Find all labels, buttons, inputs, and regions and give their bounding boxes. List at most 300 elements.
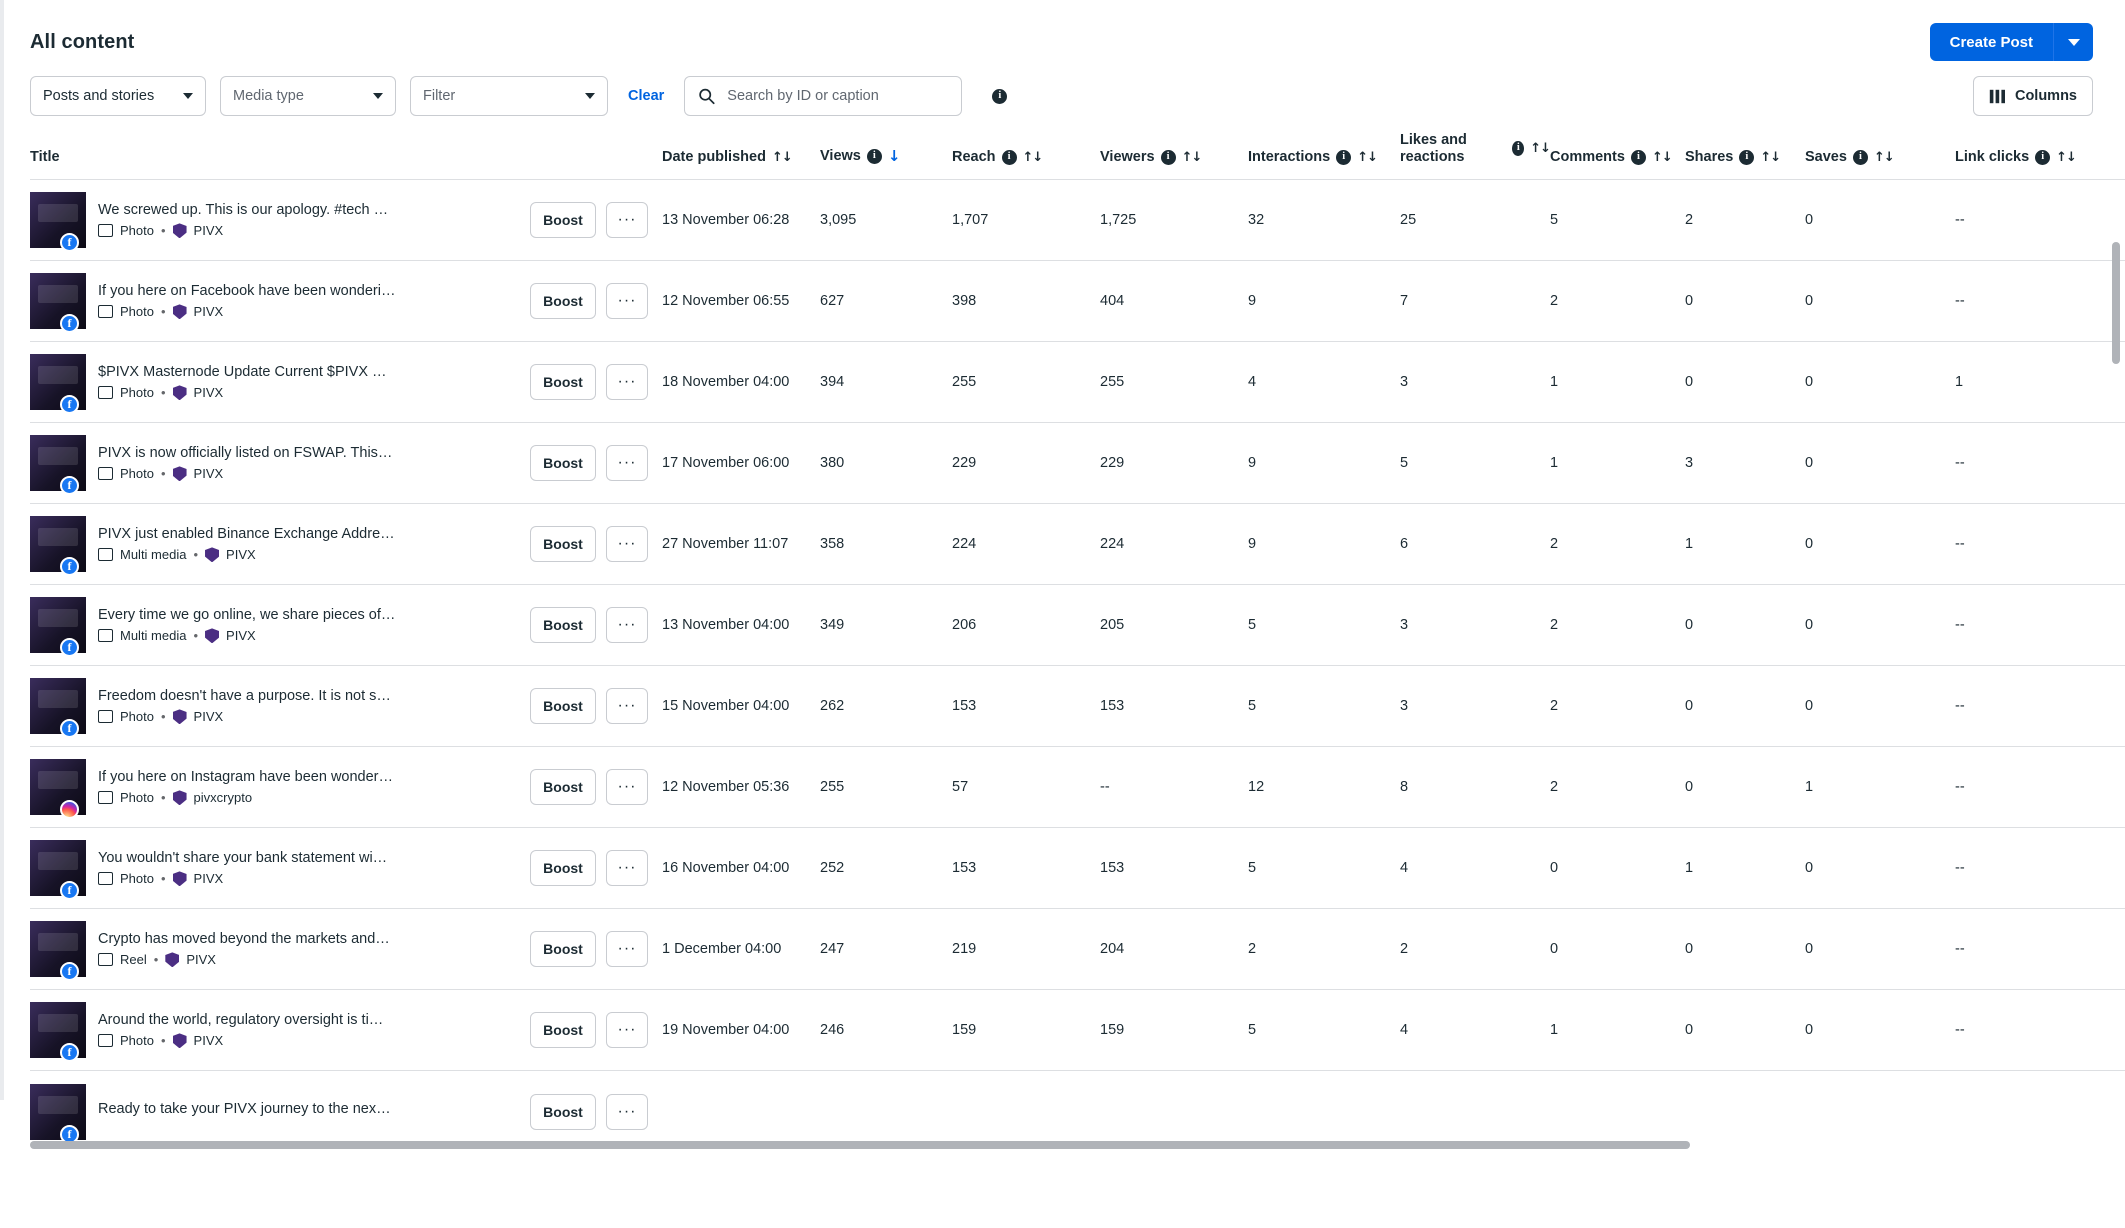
title-cell[interactable] [30,354,530,410]
media-type-icon [98,872,113,885]
info-icon[interactable]: i [1512,141,1524,156]
meta-separator: • [160,223,166,239]
media-type-label: Reel [120,952,147,968]
table-row[interactable] [30,828,2125,909]
cell-interactions: 5 [1248,617,1257,634]
meta-separator: • [160,790,166,806]
sort-arrows-icon[interactable]: ↑↓ [1651,149,1672,165]
cell-interactions: 2 [1248,941,1257,958]
search-info-icon[interactable]: i [992,89,1007,104]
cell-likes: 3 [1400,698,1409,715]
post-title[interactable]: If you here on Facebook have been wonderi… [98,283,396,300]
cell-title [30,180,530,261]
cell-date: 13 November 06:28 [662,212,790,229]
post-thumbnail-wrap[interactable] [30,759,86,815]
cell-saves: 0 [1805,1022,1814,1039]
column-header-saves-label: Saves [1805,149,1847,166]
post-title[interactable]: Crypto has moved beyond the markets and… [98,931,390,948]
sort-arrows-icon[interactable]: ↑↓ [1873,149,1894,165]
content-table-wrapper [0,132,2123,1152]
table-row[interactable] [30,180,2125,261]
media-type-icon [98,953,113,966]
column-header-likes-label: Likes and reactions [1400,132,1467,165]
post-title[interactable]: Freedom doesn't have a purpose. It is not s… [98,688,391,705]
cell-title [30,666,530,747]
cell-date: 27 November 11:07 [662,536,789,553]
boost-button[interactable]: Boost [530,364,596,400]
cell-reach: 153 [952,860,977,877]
vertical-scrollbar-thumb[interactable] [2112,242,2120,364]
info-icon[interactable]: i [867,149,882,164]
cell-shares: 3 [1685,455,1694,472]
info-icon[interactable]: i [2035,150,2050,165]
cell-interactions: 12 [1248,779,1265,796]
column-header-views-label: Views [820,148,861,165]
sort-arrows-icon[interactable]: ↑↓ [1022,149,1043,165]
row-meta [98,547,388,562]
page-avatar-icon [173,871,187,886]
cell-likes: 2 [1400,941,1409,958]
post-thumbnail-wrap[interactable] [30,435,86,491]
cell-date: 18 November 04:00 [662,374,790,391]
media-type-label: Photo [120,223,154,239]
more-options-button[interactable]: ··· [606,688,648,724]
vertical-scrollbar[interactable] [2111,242,2121,1228]
column-header-date[interactable] [662,132,820,180]
post-title[interactable]: Every time we go online, we share pieces of… [98,607,396,624]
column-header-title-label: Title [30,149,60,166]
column-header-comments-label: Comments [1550,149,1625,166]
info-icon[interactable]: i [1161,150,1176,165]
cell-date: 1 December 04:00 [662,941,782,958]
media-type-icon [98,305,113,318]
row-actions [530,850,662,886]
media-type-select[interactable] [220,76,396,116]
cell-title [30,504,530,585]
post-thumbnail-wrap[interactable] [30,354,86,410]
facebook-icon: f [60,395,79,414]
account-name: PIVX [193,709,224,725]
cell-comments: 1 [1550,1022,1559,1039]
media-type-label: Photo [120,304,154,320]
media-type-icon [98,386,113,399]
chevron-down-icon [2068,39,2080,46]
media-type-label: Photo [120,466,154,482]
page-avatar-icon [165,952,179,967]
account-name: PIVX [193,466,224,482]
page-avatar-icon [205,628,219,643]
page-avatar-icon [173,466,187,481]
more-options-button[interactable]: ··· [606,202,648,238]
media-type-label: Photo [120,385,154,401]
facebook-icon: f [60,233,79,252]
title-cell[interactable] [30,1002,530,1058]
row-actions [530,526,662,562]
row-actions [530,445,662,481]
post-thumbnail-wrap[interactable] [30,921,86,977]
facebook-icon: f [60,557,79,576]
meta-separator: • [153,952,159,968]
cell-comments: 1 [1550,374,1559,391]
cell-date: 19 November 04:00 [662,1022,790,1039]
post-type-select-value: Posts and stories [43,88,155,104]
sort-arrows-icon[interactable]: ↑↓ [771,149,792,165]
account-name: PIVX [193,304,224,320]
meta-separator: • [160,1033,166,1049]
create-post-button[interactable]: Create Post [1930,23,2053,61]
boost-button[interactable]: Boost [530,1012,596,1048]
more-options-button[interactable]: ··· [606,283,648,319]
more-options-button[interactable]: ··· [606,1094,648,1130]
account-name: PIVX [193,1033,224,1049]
cell-date: 17 November 06:00 [662,455,790,472]
media-type-label: Photo [120,1033,154,1049]
cell-views: 349 [820,617,845,634]
columns-button[interactable] [1973,76,2093,116]
table-header [30,132,2125,180]
table-row[interactable] [30,666,2125,747]
cell-interactions: 5 [1248,698,1257,715]
filter-select[interactable] [410,76,608,116]
filter-select-value: Filter [423,88,456,104]
columns-icon [1989,89,2006,104]
cell-title [30,828,530,909]
post-thumbnail-wrap[interactable] [30,273,86,329]
post-title[interactable]: If you here on Instagram have been wonder… [98,769,394,786]
cell-saves: 0 [1805,698,1814,715]
media-type-label: Photo [120,871,154,887]
media-type-label: Photo [120,790,154,806]
page-avatar-icon [205,547,219,562]
boost-button[interactable]: Boost [530,445,596,481]
column-header-actions [530,132,662,180]
page-header [0,0,2123,62]
filters-group [30,76,1007,116]
row-actions [530,1012,662,1048]
post-thumbnail-wrap[interactable] [30,516,86,572]
row-meta [98,628,388,643]
cell-saves: 0 [1805,455,1814,472]
table-row[interactable] [30,585,2125,666]
cell-viewers: 1,725 [1100,212,1137,229]
cell-actions [530,990,662,1071]
sort-arrows-icon[interactable]: ↑↓ [1357,149,1377,165]
cell-title [30,423,530,504]
cell-link-clicks: -- [1955,293,1965,310]
row-actions [530,769,662,805]
cell-views: 380 [820,455,845,472]
boost-button[interactable]: Boost [530,526,596,562]
cell-title [30,990,530,1071]
info-icon[interactable]: i [1002,150,1017,165]
post-title[interactable]: Ready to take your PIVX journey to the nex… [98,1101,391,1118]
cell-viewers: 224 [1100,536,1125,553]
meta-separator: • [193,628,199,644]
table-row[interactable] [30,747,2125,828]
row-meta [98,709,388,724]
title-cell[interactable] [30,1084,530,1140]
table-row[interactable] [30,342,2125,423]
cell-actions [530,504,662,585]
cell-interactions: 4 [1248,374,1257,391]
cell-shares: 0 [1685,617,1694,634]
column-header-link-clicks[interactable] [1955,132,2125,180]
page-avatar-icon [173,304,187,319]
cell-views: 255 [820,779,845,796]
cell-shares: 0 [1685,941,1694,958]
cell-date: 12 November 05:36 [662,779,790,796]
columns-button-label: Columns [2014,88,2077,104]
page-title: All content [30,30,135,53]
more-options-button[interactable]: ··· [606,931,648,967]
more-options-button[interactable]: ··· [606,445,648,481]
column-header-reach[interactable] [952,132,1100,180]
media-type-label: Multi media [120,628,187,644]
cell-reach: 1,707 [952,212,989,229]
sort-arrows-icon[interactable]: ↑↓ [1760,149,1781,165]
column-header-shares[interactable] [1685,132,1805,180]
boost-button[interactable]: Boost [530,1094,596,1130]
media-type-icon [98,467,113,480]
horizontal-scrollbar[interactable] [30,1140,2072,1150]
post-title[interactable]: PIVX just enabled Binance Exchange Addre… [98,526,395,543]
info-icon[interactable]: i [1739,150,1754,165]
content-table [30,132,2125,1152]
facebook-icon: f [60,1043,79,1062]
column-header-comments[interactable] [1550,132,1685,180]
title-cell[interactable] [30,435,530,491]
post-title[interactable]: We screwed up. This is our apology. #tech … [98,202,389,219]
cell-date: 15 November 04:00 [662,698,790,715]
cell-views: 247 [820,941,845,958]
facebook-icon: f [60,1125,79,1144]
post-title[interactable]: You wouldn't share your bank statement wi… [98,850,388,867]
title-text-wrap [98,931,388,967]
cell-interactions: 9 [1248,293,1257,310]
account-name: PIVX [193,223,224,239]
title-cell[interactable] [30,840,530,896]
page-avatar-icon [173,709,187,724]
cell-shares: 2 [1685,212,1694,229]
boost-button[interactable]: Boost [530,202,596,238]
cell-interactions: 32 [1248,212,1265,229]
meta-separator: • [160,304,166,320]
cell-views: 627 [820,293,845,310]
more-options-button[interactable]: ··· [606,769,648,805]
cell-date: 12 November 06:55 [662,293,790,310]
cell-actions [530,585,662,666]
cell-title [30,747,530,828]
title-cell[interactable] [30,759,530,815]
cell-viewers: 204 [1100,941,1125,958]
facebook-icon: f [60,314,79,333]
cell-shares: 0 [1685,374,1694,391]
title-text-wrap [98,202,388,238]
cell-views: 252 [820,860,845,877]
account-name: PIVX [193,871,224,887]
cell-link-clicks: -- [1955,212,1965,229]
info-icon[interactable]: i [1336,150,1351,165]
more-options-button[interactable]: ··· [606,526,648,562]
meta-separator: • [160,709,166,725]
table-row[interactable] [30,423,2125,504]
more-options-button[interactable]: ··· [606,364,648,400]
column-header-views[interactable] [820,132,952,180]
cell-reach: 224 [952,536,977,553]
title-text-wrap [98,607,396,644]
cell-viewers: 153 [1100,860,1125,877]
more-options-button[interactable]: ··· [606,1012,648,1048]
row-actions [530,283,662,319]
cell-saves: 0 [1805,212,1814,229]
cell-title [30,261,530,342]
column-header-date-label: Date published [662,149,766,166]
post-thumbnail-wrap[interactable] [30,678,86,734]
page-avatar-icon [173,1033,187,1048]
boost-button[interactable]: Boost [530,769,596,805]
cell-link-clicks: -- [1955,698,1965,715]
search-icon [698,88,715,105]
cell-viewers: 159 [1100,1022,1125,1039]
table-row[interactable] [30,261,2125,342]
title-cell[interactable] [30,516,530,572]
column-header-link-clicks-label: Link clicks [1955,149,2030,166]
post-title[interactable]: PIVX is now officially listed on FSWAP. This… [98,445,393,462]
boost-button[interactable]: Boost [530,688,596,724]
title-cell[interactable] [30,192,530,248]
cell-saves: 1 [1805,779,1814,796]
column-header-viewers[interactable] [1100,132,1248,180]
create-post-dropdown-button[interactable] [2053,23,2093,61]
search-input[interactable] [725,87,961,105]
cell-shares: 0 [1685,1022,1694,1039]
cell-saves: 0 [1805,293,1814,310]
cell-interactions: 9 [1248,536,1257,553]
column-header-shares-label: Shares [1685,149,1734,166]
cell-saves: 0 [1805,860,1814,877]
row-meta [98,871,387,886]
column-header-title [30,132,530,180]
cell-comments: 2 [1550,779,1559,796]
column-header-saves[interactable] [1805,132,1955,180]
boost-button[interactable]: Boost [530,283,596,319]
post-thumbnail-wrap[interactable] [30,597,86,653]
boost-button[interactable]: Boost [530,607,596,643]
post-title[interactable]: Around the world, regulatory oversight is ti… [98,1012,384,1029]
row-meta [98,790,388,805]
row-actions [530,931,662,967]
post-thumbnail-wrap[interactable] [30,1002,86,1058]
cell-likes: 7 [1400,293,1409,310]
title-cell[interactable] [30,273,530,329]
title-text-wrap [98,364,387,400]
boost-button[interactable]: Boost [530,850,596,886]
title-cell[interactable] [30,678,530,734]
sort-arrows-icon[interactable]: ↑↓ [1181,149,1202,165]
cell-reach: 153 [952,698,977,715]
cell-interactions: 5 [1248,1022,1257,1039]
info-icon[interactable]: i [1853,150,1868,165]
title-text-wrap [98,850,387,886]
cell-actions [530,828,662,909]
page-avatar-icon [173,385,187,400]
column-header-interactions-label: Interactions [1248,149,1331,166]
more-options-button[interactable]: ··· [606,607,648,643]
cell-link-clicks: -- [1955,536,1965,553]
cell-title [30,909,530,990]
row-meta [98,223,388,238]
account-name: PIVX [193,385,224,401]
media-type-label: Photo [120,709,154,725]
media-type-icon [98,791,113,804]
column-header-reach-label: Reach [952,149,996,166]
table-row[interactable] [30,909,2125,990]
more-options-button[interactable]: ··· [606,850,648,886]
cell-viewers: 205 [1100,617,1125,634]
cell-comments: 2 [1550,698,1559,715]
cell-likes: 4 [1400,860,1409,877]
cell-views: 394 [820,374,845,391]
cell-shares: 0 [1685,779,1694,796]
cell-link-clicks: -- [1955,455,1965,472]
title-cell[interactable] [30,921,530,977]
column-header-interactions[interactable] [1248,132,1400,180]
column-header-likes[interactable] [1400,132,1550,180]
clear-filters-link[interactable]: Clear [628,88,665,104]
sort-arrows-icon[interactable]: ↑↓ [1530,141,1550,157]
cell-views: 262 [820,698,845,715]
cell-viewers: 153 [1100,698,1125,715]
row-meta [98,385,387,400]
table-row[interactable] [30,990,2125,1071]
title-text-wrap [98,1012,383,1048]
sort-arrows-icon[interactable]: ↑↓ [2056,149,2076,165]
post-type-select[interactable] [30,76,206,116]
filter-bar [0,62,2123,116]
cell-saves: 0 [1805,617,1814,634]
title-text-wrap [98,688,391,725]
instagram-icon [60,800,79,819]
cell-actions [530,180,662,261]
sort-desc-arrow-icon[interactable]: ↓ [887,147,900,166]
boost-button[interactable]: Boost [530,931,596,967]
post-title[interactable]: $PIVX Masternode Update Current $PIVX … [98,364,387,381]
table-row[interactable] [30,504,2125,585]
cell-likes: 3 [1400,374,1409,391]
cell-shares: 0 [1685,293,1694,310]
cell-link-clicks: -- [1955,1022,1965,1039]
title-text-wrap [98,1101,391,1122]
search-box[interactable] [684,76,962,116]
cell-link-clicks: 1 [1955,374,1964,391]
post-thumbnail-wrap[interactable] [30,1084,86,1140]
column-header-viewers-label: Viewers [1100,149,1155,166]
title-text-wrap [98,445,393,482]
title-cell[interactable] [30,597,530,653]
row-meta [98,1033,383,1048]
cell-comments: 2 [1550,617,1559,634]
cell-comments: 2 [1550,536,1559,553]
media-type-icon [98,629,113,642]
info-icon[interactable]: i [1631,150,1646,165]
cell-views: 246 [820,1022,845,1039]
chevron-down-icon [585,93,595,99]
horizontal-scrollbar-thumb[interactable] [30,1141,1690,1149]
post-thumbnail-wrap[interactable] [30,840,86,896]
cell-title [30,342,530,423]
account-name: PIVX [186,952,216,968]
post-thumbnail-wrap[interactable] [30,192,86,248]
